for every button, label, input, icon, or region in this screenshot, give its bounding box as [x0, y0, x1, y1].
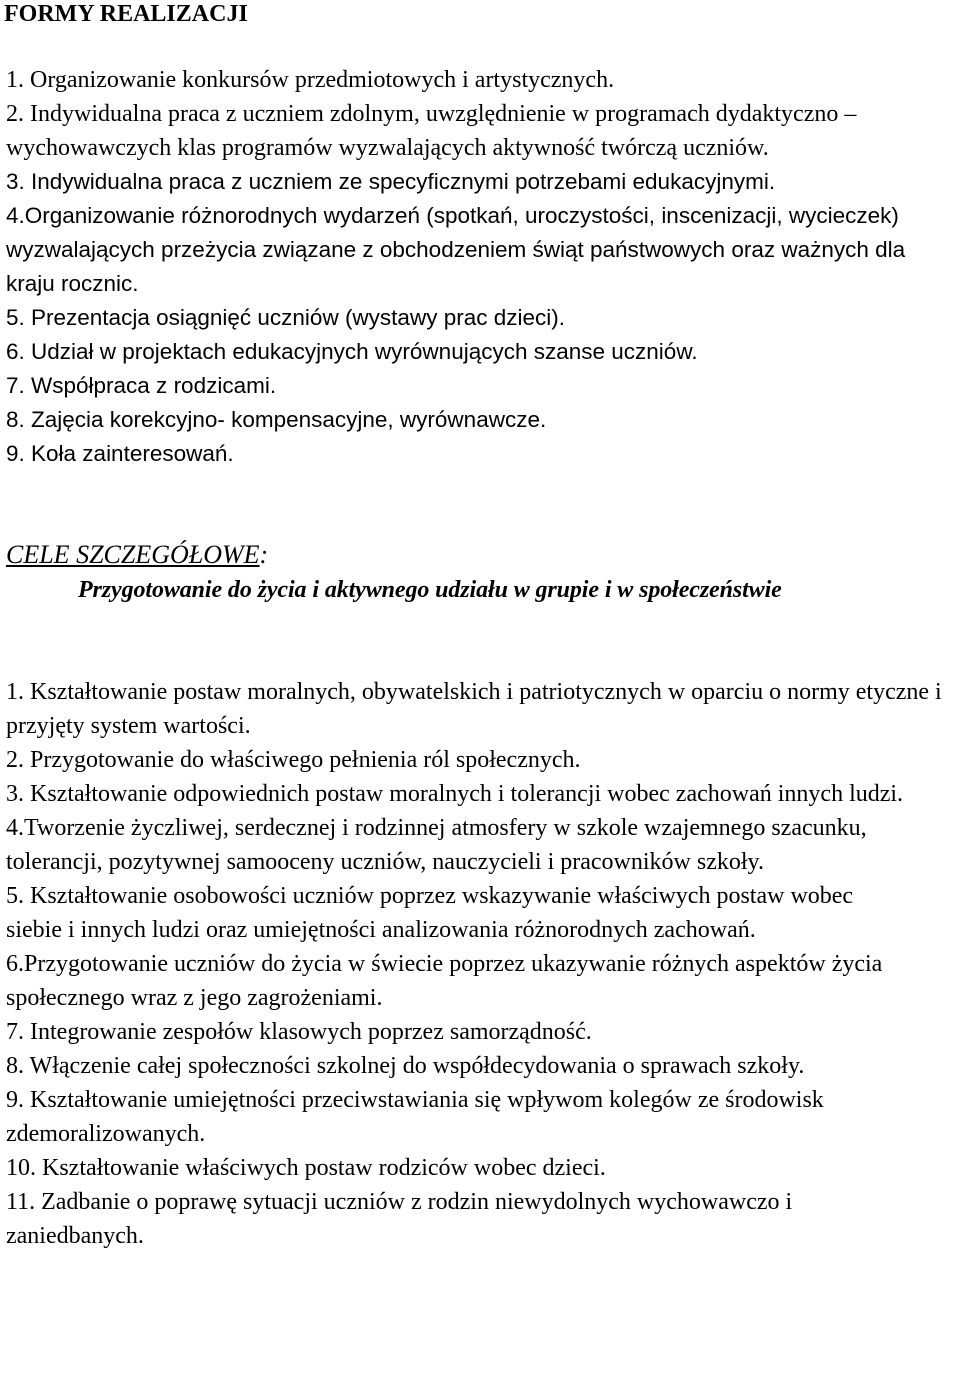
goal-item-11: 11. Zadbanie o poprawę sytuacji uczniów z rodzin niewydolnych wychowawczo i zaniedbanych. — [6, 1189, 793, 1249]
goal-item-2: 2. Przygotowanie do właściwego pełnienia ról społecznych. — [6, 747, 581, 773]
form-item-6: 6. Udział w projektach edukacyjnych wyrównujących szanse uczniów. — [6, 339, 698, 364]
form-item-8: 8. Zajęcia korekcyjno- kompensacyjne, wyrównawcze. — [6, 407, 547, 432]
section-title: FORMY REALIZACJI — [4, 1, 248, 27]
goal-item-5: 5. Kształtowanie osobowości uczniów poprzez wskazywanie właściwych postaw wobec siebie i innych ludzi oraz umiejętności analizowania różnorodnych zachowań. — [6, 883, 854, 943]
goal-item-4: 4.Tworzenie życzliwej, serdecznej i rodzinnej atmosfery w szkole wzajemnego szacunku, tolerancji, pozytywnej samooceny uczniów, nauczycieli i pracowników szkoły. — [6, 815, 867, 875]
goal-item-6: 6.Przygotowanie uczniów do życia w świecie poprzez ukazywanie różnych aspektów życia społecznego wraz z jego zagrożeniami. — [6, 951, 883, 1011]
goal-item-10: 10. Kształtowanie właściwych postaw rodziców wobec dzieci. — [6, 1155, 606, 1181]
form-item-4: 4.Organizowanie różnorodnych wydarzeń (spotkań, uroczystości, inscenizacji, wycieczek) wyzwalających przeżycia związane z obchodzeniem świąt państwowych oraz ważnych dla kraju rocznic. — [6, 203, 906, 296]
goals-heading-colon: : — [259, 540, 269, 569]
form-item-1: 1. Organizowanie konkursów przedmiotowych i artystycznych. — [6, 67, 615, 93]
goals-list — [6, 675, 958, 1253]
form-item-5: 5. Prezentacja osiągnięć uczniów (wystawy prac dzieci). — [6, 305, 565, 330]
goal-item-8: 8. Włączenie całej społeczności szkolnej do współdecydowania o sprawach szkoły. — [6, 1053, 805, 1079]
goal-item-7: 7. Integrowanie zespołów klasowych poprzez samorządność. — [6, 1019, 592, 1045]
goal-item-3: 3. Kształtowanie odpowiednich postaw moralnych i tolerancji wobec zachowań innych ludzi. — [6, 781, 904, 807]
form-item-3: 3. Indywidualna praca z uczniem ze specyficznymi potrzebami edukacyjnymi. — [6, 169, 776, 194]
form-item-7: 7. Współpraca z rodzicami. — [6, 373, 277, 398]
goals-subtitle: Przygotowanie do życia i aktywnego udziału w grupie i w społeczeństwie — [78, 577, 782, 603]
form-item-2: 2. Indywidualna praca z uczniem zdolnym, uwzględnienie w programach dydaktyczno –wychowawczych klas programów wyzwalających aktywność twórczą uczniów. — [6, 101, 857, 161]
goal-item-9: 9. Kształtowanie umiejętności przeciwstawiania się wpływom kolegów ze środowisk zdemoralizowanych. — [6, 1087, 824, 1147]
form-item-9: 9. Koła zainteresowań. — [6, 441, 234, 466]
goals-heading — [6, 538, 268, 572]
goal-item-1: 1. Kształtowanie postaw moralnych, obywatelskich i patriotycznych w oparciu o normy etyczne i przyjęty system wartości. — [6, 679, 942, 739]
goals-heading-text: CELE SZCZEGÓŁOWE — [6, 540, 260, 569]
forms-list — [6, 63, 956, 471]
